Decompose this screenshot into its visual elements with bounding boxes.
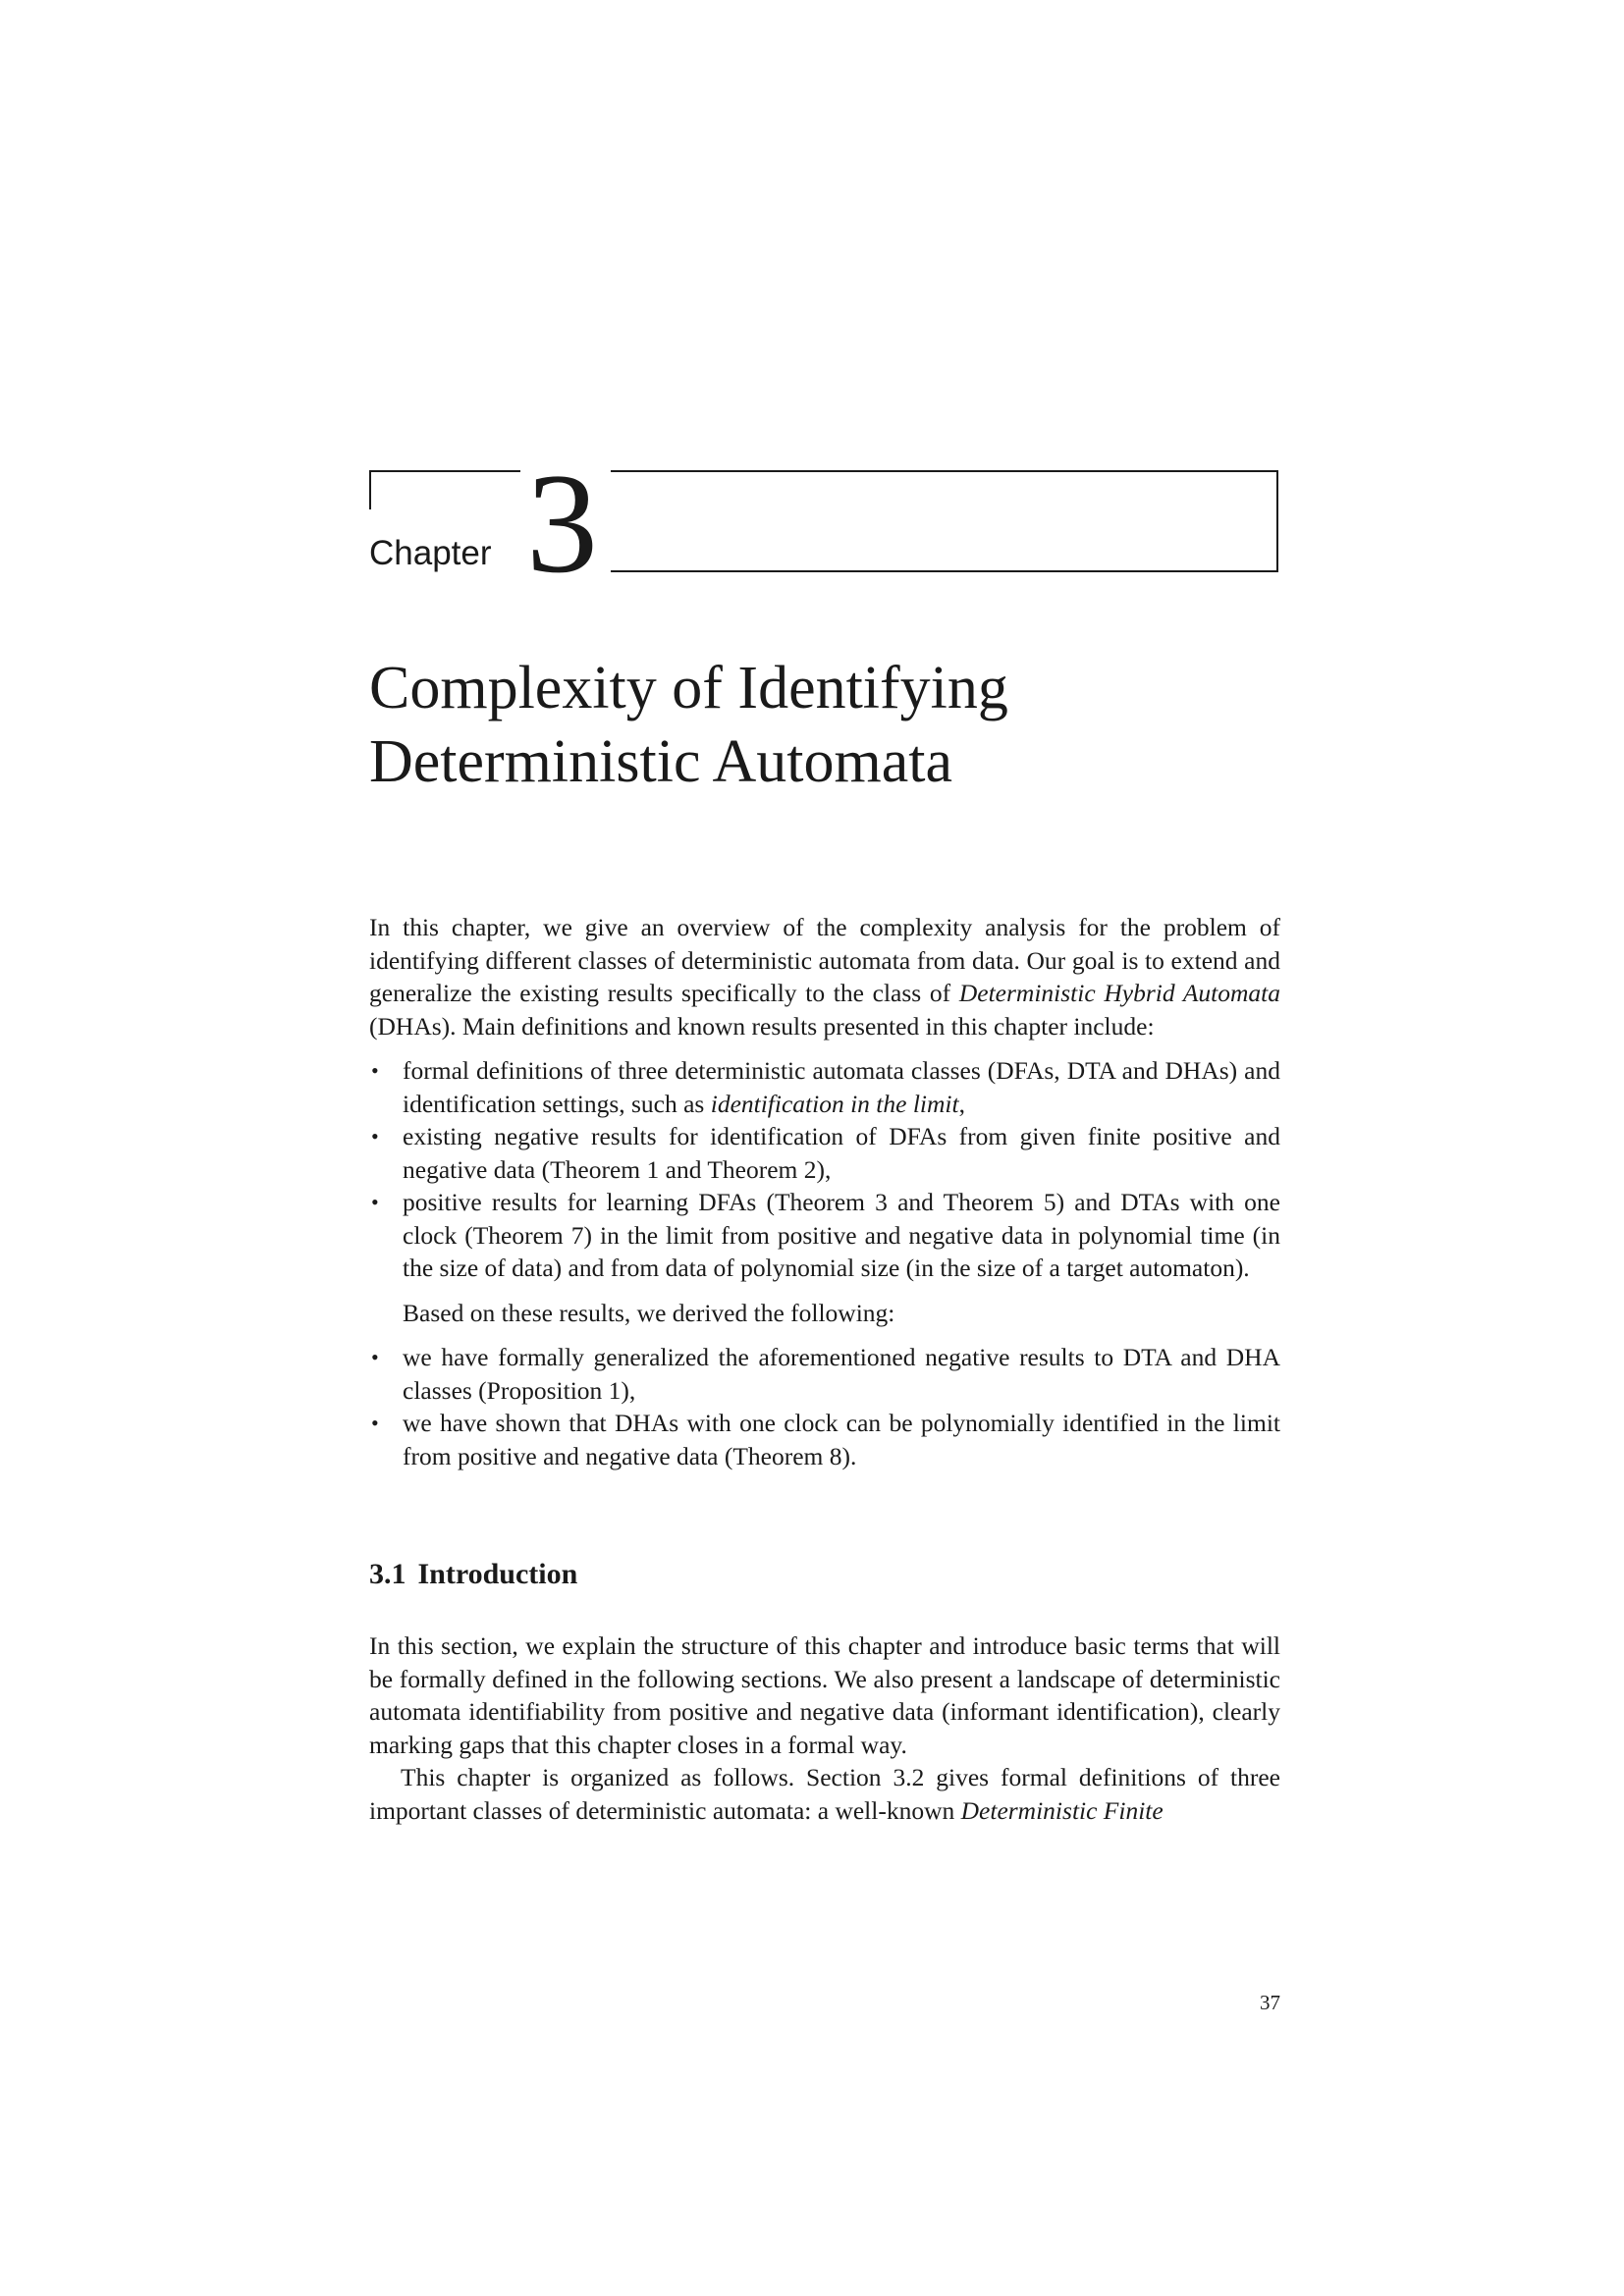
- list-item-text-b: ,: [958, 1089, 965, 1118]
- bullet-icon: •: [371, 1058, 379, 1083]
- bullet-icon: •: [371, 1124, 379, 1148]
- chapter-header: [369, 444, 1280, 603]
- section-p2-emphasis: Deterministic Finite: [960, 1795, 1164, 1825]
- list-item: [369, 1054, 1280, 1120]
- intro-text-b: (DHAs). Main definitions and known results presented in this chapter include:: [369, 1011, 1155, 1041]
- section-heading: [369, 1557, 1280, 1592]
- section-p2-text: This chapter is organized as follows. Section 3.2 gives formal definitions of three important classes of deterministic automata: a well-known: [369, 1763, 1280, 1825]
- list-item-text: we have formally generalized the aforementioned negative results to DTA and DHA classes (Proposition 1),: [403, 1343, 1280, 1405]
- header-frame-left-rule: [369, 470, 520, 472]
- list-item-text: we have shown that DHAs with one clock can be polynomially identified in the limit from positive and negative data (Theorem 8).: [403, 1409, 1280, 1470]
- chapter-number: 3: [526, 444, 598, 603]
- chapter-title-line-2: Deterministic Automata: [369, 728, 953, 795]
- derived-results-list: [369, 1341, 1280, 1472]
- chapter-label: Chapter: [369, 534, 492, 572]
- section-title: Introduction: [417, 1558, 578, 1590]
- header-frame-box: [611, 470, 1278, 572]
- chapter-title-line-1: Complexity of Identifying: [369, 655, 1008, 721]
- section-paragraph-2: [369, 1761, 1280, 1827]
- intro-text-a: In this chapter, we give an overview of the complexity analysis for the problem of identifying different classes of deterministic automata from data. Our goal is to extend and generalize the existing results specifically to the class of: [369, 913, 1280, 1007]
- header-frame-left-tick: [369, 470, 371, 509]
- list-item-text-a: formal definitions of three deterministic automata classes (DFAs, DTA and DHAs) and identification settings, such as: [403, 1056, 1280, 1118]
- list-item-emphasis: identification in the limit: [710, 1089, 959, 1118]
- section-number: 3.1: [369, 1558, 406, 1590]
- based-on-text: Based on these results, we derived the following:: [403, 1298, 895, 1327]
- list-item-text: existing negative results for identification of DFAs from given finite positive and negative data (Theorem 1 and Theorem 2),: [403, 1122, 1280, 1184]
- bullet-icon: •: [371, 1190, 379, 1214]
- chapter-title: [369, 652, 1280, 799]
- bullet-icon: •: [371, 1345, 379, 1369]
- intro-emphasis: Deterministic Hybrid Automata: [958, 979, 1280, 1007]
- list-item: [369, 1341, 1280, 1407]
- list-item: [369, 1407, 1280, 1472]
- list-item-text: positive results for learning DFAs (Theorem 3 and Theorem 5) and DTAs with one clock (Theorem 7) in the limit from positive and negative data in polynomial time (in the size of data) and from data of polynomial size (in the size of a target automaton).: [403, 1188, 1280, 1282]
- bullet-icon: •: [371, 1411, 379, 1435]
- page-number: 37: [1260, 1991, 1280, 2014]
- list-item: [369, 1186, 1280, 1285]
- known-results-list: [369, 1054, 1280, 1285]
- list-item: [369, 1120, 1280, 1186]
- section-paragraph-1: In this section, we explain the structure of this chapter and introduce basic terms that will be formally defined in the following sections. We also present a landscape of deterministic automata identifiability from positive and negative data (informant identification), clearly marking gaps that this chapter closes in a formal way.: [369, 1631, 1280, 1759]
- intro-paragraph: [369, 911, 1280, 1042]
- chapter-body: [369, 911, 1280, 1827]
